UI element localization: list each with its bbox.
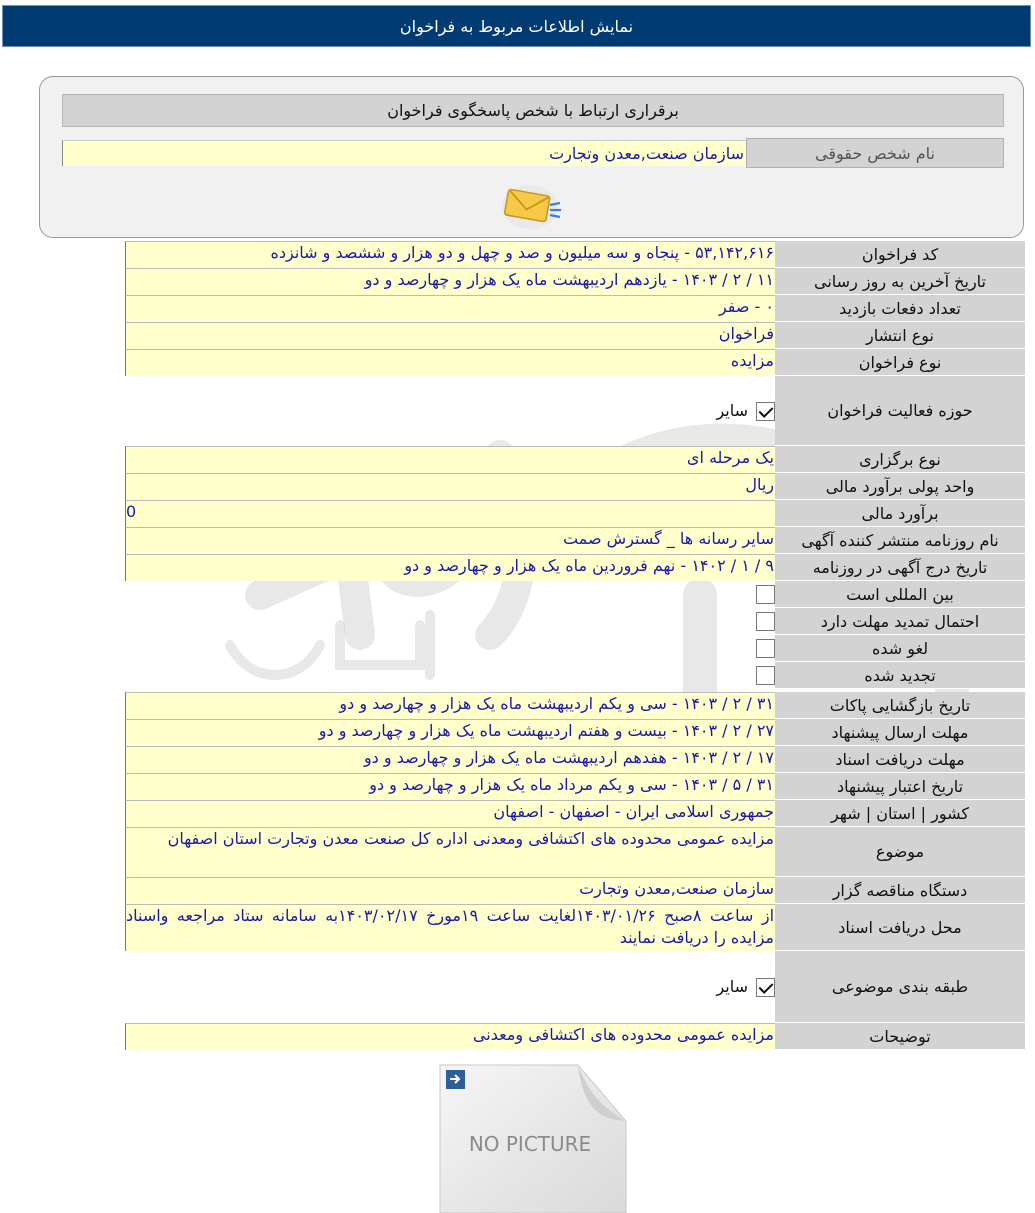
- row-doc-place: [125, 904, 1025, 951]
- label-last-update: تاریخ آخرین به روز رسانی: [775, 268, 1025, 295]
- value-activity-area: [125, 376, 775, 446]
- label-activity-area: حوزه فعالیت فراخوان: [775, 376, 1025, 446]
- category-option-label: سایر: [716, 977, 748, 996]
- contact-label: نام شخص حقوقی: [746, 138, 1004, 168]
- no-picture-image: [438, 1063, 628, 1213]
- contact-value: سازمان صنعت,معدن وتجارت: [62, 140, 746, 166]
- value-opening-date: ۳۱ / ۲ / ۱۴۰۳ - سی و یکم اردیبهشت ماه یک هزار و چهارصد و دو: [125, 692, 775, 719]
- row-call-type: [125, 349, 1025, 376]
- activity-area-option: [716, 376, 775, 446]
- page-title: نمایش اطلاعات مربوط به فراخوان: [399, 16, 634, 36]
- activity-area-option-label: سایر: [716, 401, 748, 420]
- contact-panel: [39, 76, 1024, 238]
- email-icon[interactable]: [500, 181, 564, 231]
- label-location: کشور | استان | شهر: [775, 800, 1025, 827]
- row-ad-date: [125, 554, 1025, 581]
- value-validity-date: ۳۱ / ۵ / ۱۴۰۳ - سی و یکم مرداد ماه یک هزار و چهارصد و دو: [125, 773, 775, 800]
- row-currency: [125, 473, 1025, 500]
- row-newspaper: [125, 527, 1025, 554]
- contact-heading: برقراری ارتباط با شخص پاسخگوی فراخوان: [62, 94, 1004, 127]
- label-call-type: نوع فراخوان: [775, 349, 1025, 376]
- value-call-type: مزایده: [125, 349, 775, 376]
- renewed-checkbox[interactable]: [756, 666, 775, 685]
- value-subject: مزایده عمومی محدوده های اکتشافی ومعدنی اداره کل صنعت معدن وتجارت استان اصفهان: [125, 827, 775, 877]
- row-renewed: [125, 662, 1025, 689]
- row-visits: [125, 295, 1025, 322]
- value-newspaper: سایر رسانه ها _ گسترش صمت: [125, 527, 775, 554]
- label-cancelled: لغو شده: [775, 635, 1025, 662]
- row-description: [125, 1023, 1025, 1050]
- value-doc-place: از ساعت ۸صبح ۱۴۰۳/۰۱/۲۶لغایت ساعت ۱۹مورخ ۱۴۰۳/۰۲/۱۷به سامانه ستاد مراجعه واسناد مزایده را دریافت نمایند: [125, 904, 775, 951]
- row-category: [125, 951, 1025, 1023]
- category-checkbox[interactable]: [756, 978, 775, 997]
- value-location: جمهوری اسلامی ایران - اصفهان - اصفهان: [125, 800, 775, 827]
- label-organizer: دستگاه مناقصه گزار: [775, 877, 1025, 904]
- value-submit-deadline: ۲۷ / ۲ / ۱۴۰۳ - بیست و هفتم اردیبهشت ماه یک هزار و چهارصد و دو: [125, 719, 775, 746]
- row-opening-date: [125, 692, 1025, 719]
- label-opening-date: تاریخ بازگشایی پاکات: [775, 692, 1025, 719]
- value-code: ۵۳,۱۴۲,۶۱۶ - پنجاه و سه میلیون و صد و چهل و دو هزار و ششصد و شانزده: [125, 241, 775, 268]
- no-picture-text: NO PICTURE: [468, 1132, 592, 1156]
- value-estimate: 0: [125, 500, 775, 527]
- value-last-update: ۱۱ / ۲ / ۱۴۰۳ - یازدهم اردیبهشت ماه یک هزار و چهارصد و دو: [125, 268, 775, 295]
- extension-checkbox[interactable]: [756, 612, 775, 631]
- label-doc-place: محل دریافت اسناد: [775, 904, 1025, 951]
- row-subject: [125, 827, 1025, 877]
- row-publish-type: [125, 322, 1025, 349]
- label-validity-date: تاریخ اعتبار پیشنهاد: [775, 773, 1025, 800]
- label-currency: واحد پولی برآورد مالی: [775, 473, 1025, 500]
- page-title-bar: [2, 5, 1031, 47]
- row-holding-type: [125, 446, 1025, 473]
- label-subject: موضوع: [775, 827, 1025, 877]
- value-category: [125, 951, 775, 1023]
- label-estimate: برآورد مالی: [775, 500, 1025, 527]
- value-renewed: [125, 662, 775, 689]
- row-location: [125, 800, 1025, 827]
- value-publish-type: فراخوان: [125, 322, 775, 349]
- row-organizer: [125, 877, 1025, 904]
- cancelled-checkbox[interactable]: [756, 639, 775, 658]
- row-extension: [125, 608, 1025, 635]
- label-doc-deadline: مهلت دریافت اسناد: [775, 746, 1025, 773]
- label-description: توضیحات: [775, 1023, 1025, 1050]
- value-extension: [125, 608, 775, 635]
- label-newspaper: نام روزنامه منتشر کننده آگهی: [775, 527, 1025, 554]
- label-renewed: تجدید شده: [775, 662, 1025, 689]
- row-code: [125, 241, 1025, 268]
- label-extension: احتمال تمدید مهلت دارد: [775, 608, 1025, 635]
- row-estimate: [125, 500, 1025, 527]
- label-code: کد فراخوان: [775, 241, 1025, 268]
- row-validity-date: [125, 773, 1025, 800]
- row-cancelled: [125, 635, 1025, 662]
- value-holding-type: یک مرحله ای: [125, 446, 775, 473]
- value-doc-deadline: ۱۷ / ۲ / ۱۴۰۳ - هفدهم اردیبهشت ماه یک هزار و چهارصد و دو: [125, 746, 775, 773]
- value-ad-date: ۹ / ۱ / ۱۴۰۲ - نهم فروردین ماه یک هزار و چهارصد و دو: [125, 554, 775, 581]
- category-option: [716, 951, 775, 1023]
- label-publish-type: نوع انتشار: [775, 322, 1025, 349]
- value-international: [125, 581, 775, 608]
- label-international: بین المللی است: [775, 581, 1025, 608]
- label-submit-deadline: مهلت ارسال پیشنهاد: [775, 719, 1025, 746]
- row-submit-deadline: [125, 719, 1025, 746]
- row-last-update: [125, 268, 1025, 295]
- row-doc-deadline: [125, 746, 1025, 773]
- activity-area-checkbox[interactable]: [756, 402, 775, 421]
- value-description: مزایده عمومی محدوده های اکتشافی ومعدنی: [125, 1023, 775, 1050]
- label-visits: تعداد دفعات بازدید: [775, 295, 1025, 322]
- value-currency: ریال: [125, 473, 775, 500]
- international-checkbox[interactable]: [756, 585, 775, 604]
- label-ad-date: تاریخ درج آگهی در روزنامه: [775, 554, 1025, 581]
- label-holding-type: نوع برگزاری: [775, 446, 1025, 473]
- row-international: [125, 581, 1025, 608]
- value-organizer: سازمان صنعت,معدن وتجارت: [125, 877, 775, 904]
- value-cancelled: [125, 635, 775, 662]
- value-visits: ۰ - صفر: [125, 295, 775, 322]
- label-category: طبقه بندی موضوعی: [775, 951, 1025, 1023]
- row-activity-area: [125, 376, 1025, 446]
